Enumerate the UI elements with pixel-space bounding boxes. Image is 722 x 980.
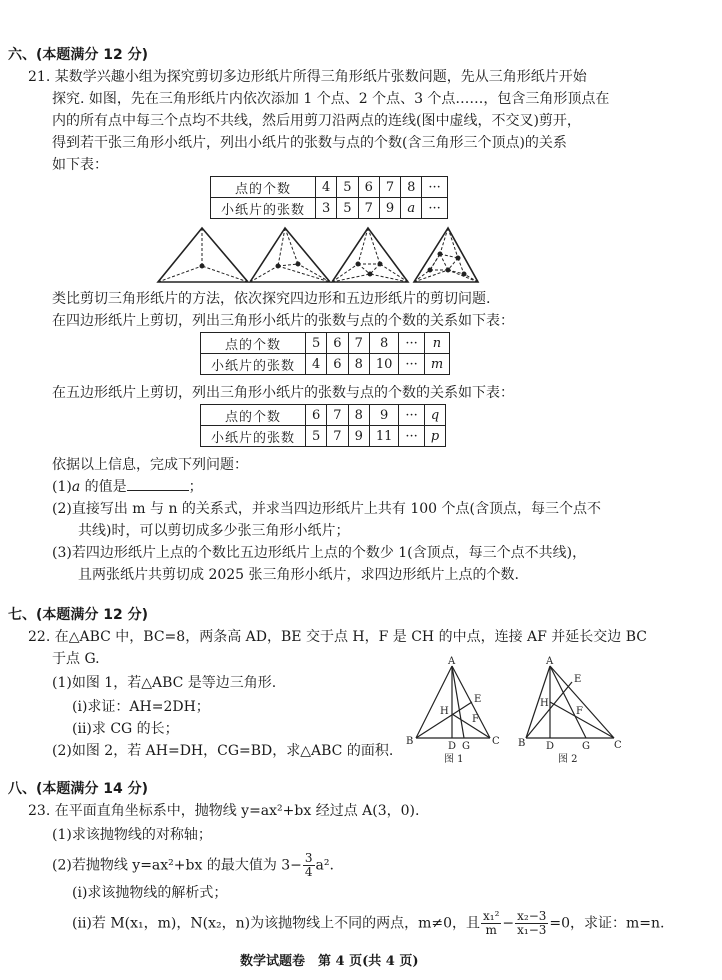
q21-line-2: 探究. 如图，先在三角形纸片内依次添加 1 个点、2 个点、3 个点……，包含三角形顶点在: [52, 91, 610, 107]
table-cell: 9: [369, 405, 399, 426]
fig2-label-B: B: [518, 738, 526, 749]
fig2-label-E: E: [574, 674, 582, 685]
q23-part1: (1)求该抛物线的对称轴；: [52, 827, 212, 843]
table-row: [201, 426, 446, 447]
figure-1: [406, 656, 500, 765]
table-cell: 7: [327, 405, 348, 426]
triangle-figure-2: [250, 228, 330, 282]
table-cell: 5: [306, 426, 327, 447]
table-row: [201, 354, 450, 375]
q21-part1: [52, 476, 203, 498]
fraction: [303, 852, 315, 879]
triangle-figure-3: [332, 228, 408, 282]
triangle-figure-4: [414, 228, 478, 282]
table-cell: 小纸片的张数: [211, 198, 316, 219]
table-cell: 小纸片的张数: [201, 354, 306, 375]
answer-blank: [127, 476, 189, 491]
table-cell: 3: [316, 198, 337, 219]
fig1-label-E: E: [474, 694, 482, 705]
table-row: [201, 333, 450, 354]
part-end: ；: [188, 479, 203, 495]
q21-analogy: 类比剪切三角形纸片的方法，依次探究四边形和五边形纸片的剪切问题.: [52, 291, 491, 307]
table-cell: ···: [399, 354, 424, 375]
q21-line-1: 21. 某数学兴趣小组为探究剪切多边形纸片所得三角形纸片张数问题，先从三角形纸片开始: [28, 69, 587, 85]
table-cell: 5: [337, 177, 358, 198]
table-cell: 4: [316, 177, 337, 198]
table-cell: n: [424, 333, 449, 354]
table-cell: 11: [369, 426, 399, 447]
table-cell: ···: [399, 333, 424, 354]
table-cell: 5: [337, 198, 358, 219]
q21-quad-intro: 在四边形纸片上剪切，列出三角形小纸片的张数与点的个数的关系如下表：: [52, 313, 514, 329]
q22-part1-i: (ⅰ)求证：AH=2DH；: [72, 699, 210, 715]
q23-part2: [52, 852, 334, 879]
section7-title: 七、(本题满分 12 分): [8, 607, 149, 623]
q23-line-1: 23. 在平面直角坐标系中，抛物线 y=ax²+bx 经过点 A(3，0).: [28, 803, 420, 819]
table-cell: 9: [379, 198, 400, 219]
part-text: =0，求证：m=n.: [549, 915, 665, 932]
q21-line-3: 内的所有点中每三个点均不共线，然后用剪刀沿两点的连线(图中虚线，不交叉)剪开，: [52, 113, 581, 129]
q22-line-1: 22. 在△ABC 中，BC=8，两条高 AD，BE 交于点 H，F 是 CH 的中点，连接 AF 并延长交边 BC: [28, 629, 648, 645]
q22-line-2: 于点 G.: [52, 651, 100, 667]
fig1-label-G: G: [462, 741, 470, 752]
numerator: x₁²: [482, 909, 500, 923]
fig1-label-A: A: [448, 656, 456, 667]
table-cell: 5: [306, 333, 327, 354]
table-cell: q: [424, 405, 445, 426]
table-cell: 7: [379, 177, 400, 198]
fig2-label-C: C: [614, 740, 622, 751]
q21-line-5: 如下表：: [52, 157, 108, 173]
fig1-label-C: C: [492, 736, 500, 747]
table-cell: 6: [358, 177, 379, 198]
page-footer: 数学试题卷 第 4 页(共 4 页): [240, 954, 419, 969]
table-row: [211, 198, 448, 219]
q23-part2-ii: [72, 910, 665, 937]
fig1-caption: 图 1: [444, 754, 464, 765]
fig1-label-F: F: [472, 714, 479, 725]
table-quadrilateral: [200, 332, 450, 375]
table-cell: 点的个数: [211, 177, 316, 198]
table-cell: 4: [306, 354, 327, 375]
table-cell: 9: [348, 426, 369, 447]
table-cell: 点的个数: [201, 405, 306, 426]
table-cell: 7: [327, 426, 348, 447]
triangle-figure-1: [158, 228, 248, 282]
fig2-label-G: G: [582, 741, 590, 752]
table-cell: 小纸片的张数: [201, 426, 306, 447]
table-triangle: [210, 176, 448, 219]
var-a: a: [71, 479, 81, 495]
table-cell: ···: [422, 198, 447, 219]
numerator: x₂−3: [517, 909, 547, 923]
table-cell: ···: [422, 177, 447, 198]
q21-part3-line1: (3)若四边形纸片上点的个数比五边形纸片上点的个数少 1(含顶点，每三个点不共线)，: [52, 545, 587, 561]
table-cell: 6: [327, 354, 348, 375]
minus-sign: −: [502, 915, 515, 932]
q21-part2-line1: (2)直接写出 m 与 n 的关系式，并求当四边形纸片上共有 100 个点(含顶点，每三个点不: [52, 501, 602, 517]
geometry-figures: [400, 656, 630, 768]
fig2-label-H: H: [540, 698, 549, 709]
q23-part2-i: (ⅰ)求该抛物线的解析式；: [72, 885, 228, 901]
q21-line-4: 得到若干张三角形小纸片，列出小纸片的张数与点的个数(含三角形三个顶点)的关系: [52, 135, 567, 151]
q22-part1-ii: (ⅱ)求 CG 的长；: [72, 721, 179, 737]
fig2-label-D: D: [546, 741, 555, 752]
table-cell: p: [424, 426, 445, 447]
fig2-label-F: F: [576, 706, 583, 717]
table-cell: 6: [327, 333, 348, 354]
q21-penta-intro: 在五边形纸片上剪切，列出三角形小纸片的张数与点的个数的关系如下表：: [52, 385, 514, 401]
table-cell: 8: [348, 354, 369, 375]
fig2-caption: 图 2: [558, 754, 578, 765]
fraction: [481, 910, 501, 937]
table-row: [201, 405, 446, 426]
figure-2: [518, 656, 622, 765]
table-cell: a: [401, 198, 422, 219]
numerator: 3: [304, 851, 313, 865]
part-text: (ⅱ)若 M(x₁，m)，N(x₂，n)为该抛物线上不同的两点，m≠0，且: [72, 915, 480, 932]
part-text: a².: [315, 857, 334, 874]
denominator: 4: [304, 865, 313, 879]
fig1-label-B: B: [406, 736, 414, 747]
part-label: (1): [52, 479, 72, 495]
table-cell: 7: [358, 198, 379, 219]
table-cell: 8: [348, 405, 369, 426]
q22-part2: (2)如图 2，若 AH=DH，CG=BD，求△ABC 的面积.: [52, 743, 394, 759]
table-cell: 8: [369, 333, 399, 354]
table-pentagon: [200, 404, 446, 447]
table-row: [211, 177, 448, 198]
table-cell: 7: [348, 333, 369, 354]
section8-title: 八、(本题满分 14 分): [8, 781, 149, 797]
fraction: [515, 910, 548, 937]
table-cell: m: [424, 354, 449, 375]
fig2-label-A: A: [546, 656, 554, 667]
triangle-figures: [150, 224, 480, 286]
q21-based-on: 依据以上信息，完成下列问题：: [52, 457, 248, 473]
fig1-label-H: H: [440, 706, 449, 717]
q21-part3-line2: 且两张纸片共剪切成 2025 张三角形小纸片，求四边形纸片上点的个数.: [78, 567, 519, 583]
denominator: m: [485, 923, 497, 937]
table-cell: ···: [399, 426, 424, 447]
q22-part1: (1)如图 1，若△ABC 是等边三角形.: [52, 675, 277, 691]
part-text: (2)若抛物线 y=ax²+bx 的最大值为 3−: [52, 857, 302, 874]
q21-part2-line2: 共线)时，可以剪切成多少张三角形小纸片；: [78, 523, 350, 539]
fig1-label-D: D: [448, 741, 457, 752]
table-cell: 6: [306, 405, 327, 426]
part-text: 的值是: [80, 479, 127, 495]
table-cell: 8: [401, 177, 422, 198]
section6-title: 六、(本题满分 12 分): [8, 47, 149, 63]
denominator: x₁−3: [517, 923, 547, 937]
table-cell: ···: [399, 405, 424, 426]
table-cell: 10: [369, 354, 399, 375]
table-cell: 点的个数: [201, 333, 306, 354]
